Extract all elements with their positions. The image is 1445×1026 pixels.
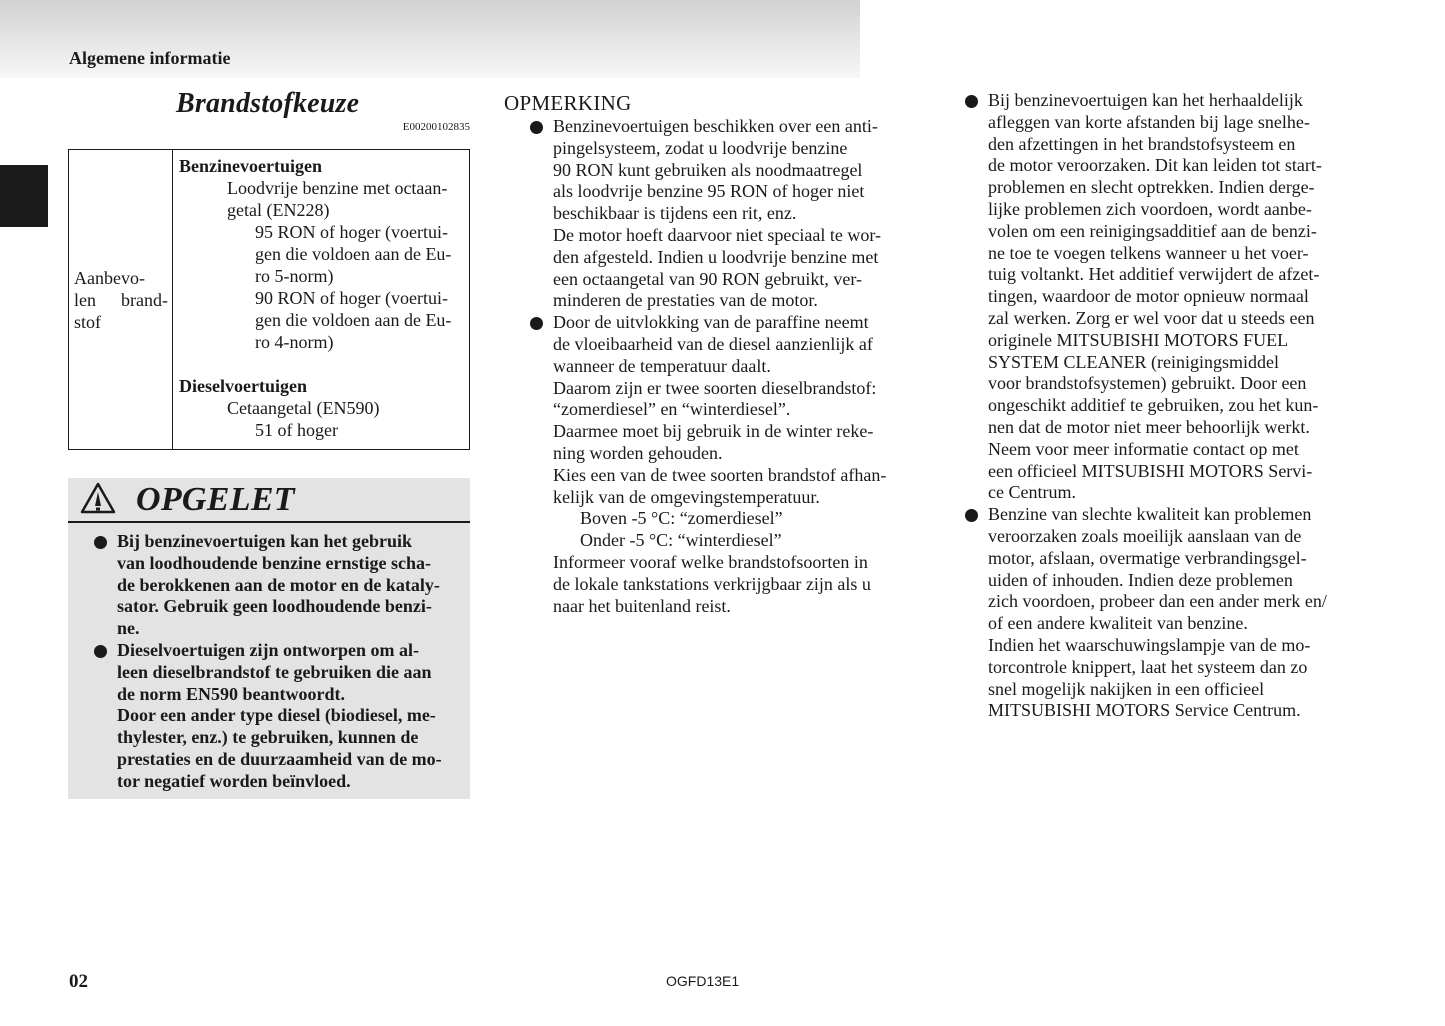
text-line: thylester, enz.) te gebruiken, kunnen de [117,727,419,748]
petrol-90-line: gen die voldoen aan de Eu- [255,310,452,330]
bullet-item [117,531,463,640]
petrol-90-line: 90 RON of hoger (voertui- [255,288,448,308]
text-line: afleggen van korte afstanden bij lage snelhe- [988,111,1310,132]
diesel-value: 51 of hoger [255,420,338,440]
spacer [179,353,465,375]
bullet-item [988,504,1341,722]
table-label-cell [69,150,173,449]
text-line: wanneer de temperatuur daalt. [553,355,771,376]
text-line: de berokkenen aan de motor en de kataly- [117,574,440,595]
petrol-type-line: getal (EN228) [227,200,330,220]
warning-title: OPGELET [136,481,295,518]
text-line: veroorzaken zoals moeilijk aanslaan van de [988,525,1302,546]
text-line: originele MITSUBISHI MOTORS FUEL [988,329,1289,350]
note-middle-column [553,116,906,617]
text-line: Daarmee moet bij gebruik in de winter reke- [553,421,874,442]
document-code: OGFD13E1 [666,973,740,989]
petrol-90-line: ro 4-norm) [255,332,334,352]
text-line: tuig voltankt. Het additief verwijdert de afzet- [988,264,1320,285]
text-line: problemen en slecht optrekken. Indien derge- [988,177,1315,198]
text-line: tor negatief worden beïnvloed. [117,770,351,791]
text-line: SYSTEM CLEANER (reinigingsmiddel [988,351,1279,372]
label-line: len brand- [74,289,168,310]
text-line: zich voordoen, probeer dan een ander merk en/ [988,591,1327,612]
text-line: ning worden gehouden. [553,442,723,463]
text-line: Informeer vooraf welke brandstofsoorten in [553,551,868,572]
text-line: Door een ander type diesel (biodiesel, me- [117,705,436,726]
text-line: van loodhoudende benzine ernstige scha- [117,552,432,573]
section-title: Algemene informatie [69,48,231,68]
text-line: Neem voor meer informatie contact op met [988,438,1299,459]
text-line: de motor veroorzaken. Dit kan leiden tot start- [988,155,1322,176]
text-line: MITSUBISHI MOTORS Service Centrum. [988,700,1301,721]
text-line: Indien het waarschuwingslampje van de mo- [988,634,1311,655]
text-line: Kies een van de twee soorten brandstof afhan- [553,464,887,485]
text-line: leen dieselbrandstof te gebruiken die aan [117,661,432,682]
warning-text [117,531,463,793]
text-line: de vloeibaarheid van de diesel aanzienlijk af [553,333,873,354]
text-line: den afgesteld. Indien u loodvrije benzine met [553,246,879,267]
petrol-title: Benzinevoertuigen [179,156,322,176]
text-line: ongeschikt additief te gebruiken, zou het kun- [988,395,1319,416]
page-number: 02 [69,971,88,992]
label-line: Aanbevo- [74,267,145,288]
text-line: ne toe te voegen telkens wanneer u het voer- [988,242,1309,263]
text-line: Door de uitvlokking van de paraffine neemt [553,312,869,333]
text-line: de norm EN590 beantwoordt. [117,683,345,704]
warning-heading [80,481,295,519]
text-line: prestaties en de duurzaamheid van de mo- [117,748,442,769]
text-line: motor, afslaan, overmatige verbrandingsgel- [988,547,1307,568]
text-line: voor brandstofsystemen) gebruikt. Door een [988,373,1307,394]
warning-divider [68,521,470,523]
petrol-95-line: gen die voldoen aan de Eu- [255,244,452,264]
diesel-type: Cetaangetal (EN590) [227,398,380,418]
text-line: Benzine van slechte kwaliteit kan problemen [988,504,1312,525]
text-line: een officieel MITSUBISHI MOTORS Servi- [988,460,1313,481]
text-line: uiden of inhouden. Indien deze problemen [988,569,1293,590]
text-line: minderen de prestaties van de motor. [553,290,818,311]
text-line: Daarom zijn er twee soorten dieselbrandstof: [553,377,877,398]
chapter-tab [0,165,48,227]
text-line: tingen, waardoor de motor opnieuw normaal [988,286,1309,307]
text-line: als loodvrije benzine 95 RON of hoger niet [553,181,865,202]
text-line: snel mogelijk nakijken in een officieel [988,678,1265,699]
text-line: torcontrole knippert, laat het systeem dan zo [988,656,1308,677]
fuel-recommendation-table [68,149,470,450]
text-line: Onder -5 °C: “winterdiesel” [580,530,782,551]
section-code: E00200102835 [402,121,470,133]
text-line: de lokale tankstations verkrijgbaar zijn als u [553,573,871,594]
text-line: een octaangetal van 90 RON gebruikt, ver- [553,268,863,289]
text-line: lijke problemen zich voordoen, wordt aanbe- [988,198,1312,219]
text-line: ce Centrum. [988,482,1076,503]
table-spec-cell [173,150,469,449]
text-line: ne. [117,618,140,639]
text-line: pingelsysteem, zodat u loodvrije benzine [553,137,848,158]
text-line: Bij benzinevoertuigen kan het herhaaldelijk [988,90,1303,110]
text-line: Benzinevoertuigen beschikken over een anti- [553,116,878,136]
bullet-item [553,116,906,312]
warning-triangle-icon [80,482,116,514]
petrol-95-line: ro 5-norm) [255,266,334,286]
page-heading: Brandstofkeuze [176,88,360,119]
text-line: Dieselvoertuigen zijn ontworpen om al- [117,639,419,660]
text-line: De motor hoeft daarvoor niet speciaal te wor- [553,224,882,245]
text-line: Boven -5 °C: “zomerdiesel” [580,508,783,529]
petrol-95-line: 95 RON of hoger (voertui- [255,222,448,242]
text-line: of een andere kwaliteit van benzine. [988,613,1248,634]
diesel-title: Dieselvoertuigen [179,376,307,396]
petrol-type-line: Loodvrije benzine met octaan- [227,178,448,198]
text-line: volen om een reinigingsadditief aan de benzi- [988,220,1317,241]
bullet-item [117,640,463,793]
text-line: naar het buitenland reist. [553,595,731,616]
bullet-item [988,90,1341,504]
text-line: den afzettingen in het brandstofsysteem en [988,133,1296,154]
recommended-fuel-label [74,267,168,333]
text-line: Bij benzinevoertuigen kan het gebruik [117,531,413,551]
text-line: nen dat de motor niet meer behoorlijk werkt. [988,416,1310,437]
text-line: kelijk van de omgevingstemperatuur. [553,486,820,507]
text-line: beschikbaar is tijdens een rit, enz. [553,203,797,224]
bullet-item [553,312,906,617]
note-right-column [988,90,1341,722]
text-line: sator. Gebruik geen loodhoudende benzi- [117,596,432,617]
text-line: zal werken. Zorg er wel voor dat u steeds een [988,307,1315,328]
text-line: 90 RON kunt gebruiken als noodmaatregel [553,159,863,180]
text-line: “zomerdiesel” en “winterdiesel”. [553,399,791,420]
note-heading: OPMERKING [504,91,632,115]
label-line: stof [74,311,101,332]
